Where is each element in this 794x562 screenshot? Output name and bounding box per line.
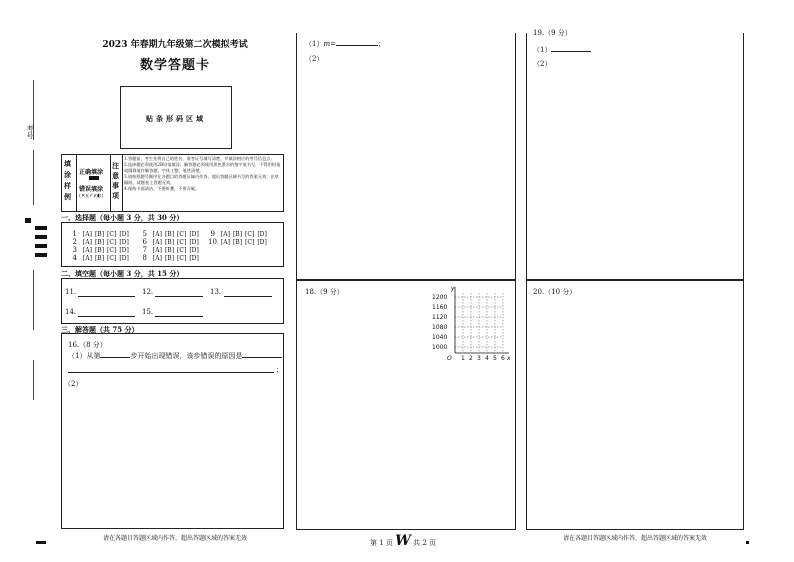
option-a[interactable]: [A] <box>82 255 92 262</box>
legend-divider <box>76 155 77 211</box>
option-d[interactable]: [D] <box>257 231 267 238</box>
q11-label: 11. <box>65 288 77 296</box>
choice-row-3: 3 [A] [B] [C] [D] <box>72 246 129 254</box>
legend-divider-2 <box>110 155 111 211</box>
fill-in-box <box>61 278 284 324</box>
option-d[interactable]: [D] <box>119 247 129 254</box>
x-tick-label: 4 <box>485 355 489 361</box>
q19-1-line: （1） <box>533 45 591 55</box>
q17-1-line: （1）m= ； <box>305 40 385 48</box>
section3-title: 三、解答题（共 75 分） <box>61 325 139 334</box>
option-c[interactable]: [C] <box>177 231 187 238</box>
logo-w-mark: W <box>395 533 411 549</box>
left-margin-line-3 <box>33 270 34 330</box>
x-axis-label: x <box>507 355 511 361</box>
x-tick-label: 5 <box>493 355 497 361</box>
q17-m-answer[interactable] <box>336 45 378 46</box>
choice-row-1: 1 [A] [B] [C] [D] <box>72 230 129 238</box>
left-margin-line-2 <box>33 150 34 205</box>
option-b[interactable]: [B] <box>94 255 105 262</box>
option-a[interactable]: [A] <box>82 247 92 254</box>
timing-mark <box>35 235 47 239</box>
y-tick-label: 1200 <box>432 294 448 301</box>
q14-answer-line[interactable] <box>78 316 135 317</box>
option-a[interactable]: [A] <box>82 231 92 238</box>
option-c[interactable]: [C] <box>107 247 117 254</box>
bottom-mark-right <box>746 541 749 544</box>
y-tick-label: 1040 <box>432 334 448 341</box>
q16-title: 16.（8 分） <box>68 341 107 349</box>
choice-row-6: 6 [A] [B] [C] [D] <box>142 238 199 246</box>
timing-mark <box>35 253 47 257</box>
option-c[interactable]: [C] <box>177 247 187 254</box>
option-d[interactable]: [D] <box>119 239 129 246</box>
choice-row-2: 2 [A] [B] [C] [D] <box>72 238 129 246</box>
q19-box <box>526 29 744 280</box>
q16-1-end: ； <box>276 366 283 374</box>
choice-row-7: 7 [A] [B] [C] [D] <box>142 246 199 254</box>
q12-answer-line[interactable] <box>155 296 203 297</box>
wrong-fill-examples: (✕)(✓)(◐) <box>79 193 104 199</box>
q15-label: 15. <box>142 308 154 316</box>
x-tick-label: 6 <box>501 355 505 361</box>
option-b[interactable]: [B] <box>164 231 175 238</box>
option-a[interactable]: [A] <box>152 247 162 254</box>
q16-reason-line-2[interactable] <box>68 372 274 373</box>
q18-box <box>296 280 516 530</box>
option-a[interactable]: [A] <box>152 239 162 246</box>
fill-legend-box <box>61 154 284 212</box>
q13-answer-line[interactable] <box>224 296 272 297</box>
legend-divider-3 <box>122 155 123 211</box>
option-c[interactable]: [C] <box>107 239 117 246</box>
origin-label: O <box>447 355 452 361</box>
choice-row-4: 4 [A] [B] [C] [D] <box>72 254 129 262</box>
section1-title: 一、选择题（每小题 3 分，共 30 分） <box>61 213 184 222</box>
q16-2-label: （2） <box>64 380 83 388</box>
fill-legend-header: 填涂样例 <box>64 159 71 201</box>
q20-title: 20.（10 分） <box>533 288 577 296</box>
correct-fill-mark <box>89 176 99 180</box>
option-b[interactable]: [B] <box>94 239 105 246</box>
option-c[interactable]: [C] <box>177 255 187 262</box>
choice-row-8: 8 [A] [B] [C] [D] <box>142 254 199 262</box>
bottom-mark <box>36 541 46 544</box>
choice-row-9: 9 [A] [B] [C] [D] <box>210 230 267 238</box>
q20-box <box>526 280 744 530</box>
q16-box <box>61 333 284 529</box>
grid-lines <box>455 293 503 353</box>
option-c[interactable]: [C] <box>245 231 255 238</box>
footer-right-notice: 请在各题目答题区域内作答，超出答题区域的答案无效 <box>562 535 707 542</box>
choice-box <box>61 222 284 267</box>
q19-1-answer[interactable] <box>551 51 591 52</box>
option-c[interactable]: [C] <box>177 239 187 246</box>
note-item: 3.请按照题号顺序在各题目的答题区域内作答，超出答题区域书写的答案无效；在草稿纸、试题卷上答题无效。 <box>124 174 279 185</box>
y-tick-label: 1160 <box>432 304 448 311</box>
option-a[interactable]: [A] <box>82 239 92 246</box>
q13-label: 13. <box>210 288 222 296</box>
barcode-area <box>120 86 232 149</box>
choice-row-10: 10 [A] [B] [C] [D] <box>208 238 267 246</box>
y-axis-label: y <box>451 285 455 292</box>
option-b[interactable]: [B] <box>94 247 105 254</box>
exam-title: 2023 年春期九年级第二次模拟考试 <box>102 40 248 50</box>
q11-answer-line[interactable] <box>78 296 135 297</box>
section2-title: 二、填空题（每小题 3 分，共 15 分） <box>61 269 184 278</box>
q19-title: 19.（9 分） <box>533 29 572 37</box>
coordinate-grid <box>427 283 512 361</box>
card-title: 数学答题卡 <box>139 58 210 73</box>
y-tick-label: 1120 <box>432 314 448 321</box>
q16-step-answer[interactable] <box>100 357 130 358</box>
timing-mark <box>25 218 31 223</box>
q15-answer-line[interactable] <box>155 316 203 317</box>
notes-header: 注意事项 <box>112 161 119 200</box>
x-tick-label: 2 <box>469 355 473 361</box>
barcode-label: 贴条形码区域 <box>146 114 206 123</box>
option-d[interactable]: [D] <box>189 247 199 254</box>
y-tick-label: 1000 <box>432 344 448 351</box>
q18-title: 18.（9 分） <box>305 288 344 296</box>
option-d[interactable]: [D] <box>119 255 129 262</box>
option-c[interactable]: [C] <box>107 231 117 238</box>
option-b[interactable]: [B] <box>94 231 105 238</box>
option-b[interactable]: [B] <box>232 239 243 246</box>
q16-reason-answer[interactable] <box>242 357 282 358</box>
exam-no-label: 考号 <box>26 125 34 139</box>
q12-label: 12. <box>142 288 154 296</box>
option-d[interactable]: [D] <box>257 239 267 246</box>
q19-2-label: （2） <box>533 60 552 68</box>
option-b[interactable]: [B] <box>164 239 175 246</box>
footer-page-info: 第 1 页 W 共 2 页 <box>370 533 437 549</box>
option-c[interactable]: [C] <box>107 255 117 262</box>
footer-left-notice: 请在各题目答题区域内作答，超出答题区域的答案无效 <box>102 535 247 542</box>
option-c[interactable]: [C] <box>245 239 255 246</box>
option-d[interactable]: [D] <box>189 239 199 246</box>
q17-box <box>296 33 516 280</box>
q16-1-line: （1）从第 步开始出现错误，该步错误的原因是 <box>68 351 282 361</box>
correct-fill-label: 正确填涂 <box>79 169 104 176</box>
x-tick-label: 1 <box>461 355 465 361</box>
x-tick-label: 3 <box>477 355 481 361</box>
option-b[interactable]: [B] <box>232 231 243 238</box>
choice-row-5: 5 [A] [B] [C] [D] <box>142 230 199 238</box>
option-d[interactable]: [D] <box>189 231 199 238</box>
option-d[interactable]: [D] <box>119 231 129 238</box>
note-item: 2.选择题必须使用2B铅笔填涂；解答题必须使用黑色墨水的签字笔书写，不得用铅笔或圆珠笔作解答题；字体工整、笔迹清楚。 <box>124 162 281 173</box>
q14-label: 14. <box>65 308 77 316</box>
option-a[interactable]: [A] <box>152 231 162 238</box>
notes-list <box>124 156 282 192</box>
timing-mark <box>35 244 47 248</box>
wrong-fill-label: 错误填涂 <box>79 186 104 193</box>
option-b[interactable]: [B] <box>164 255 175 262</box>
q17-2-label: （2） <box>305 55 324 63</box>
timing-mark <box>35 226 47 230</box>
option-b[interactable]: [B] <box>164 247 175 254</box>
option-a[interactable]: [A] <box>220 231 230 238</box>
note-item: 4.保持卡面清洁，不要折叠，不要弄破。 <box>124 186 200 191</box>
option-a[interactable]: [A] <box>220 239 230 246</box>
option-d[interactable]: [D] <box>189 255 199 262</box>
left-margin-line-4 <box>33 360 34 400</box>
option-a[interactable]: [A] <box>152 255 162 262</box>
y-tick-label: 1080 <box>432 324 448 331</box>
note-item: 1.答题前，考生先将自己的姓名、准考证号填写清楚，并填涂相应的考号信息点。 <box>124 156 275 161</box>
